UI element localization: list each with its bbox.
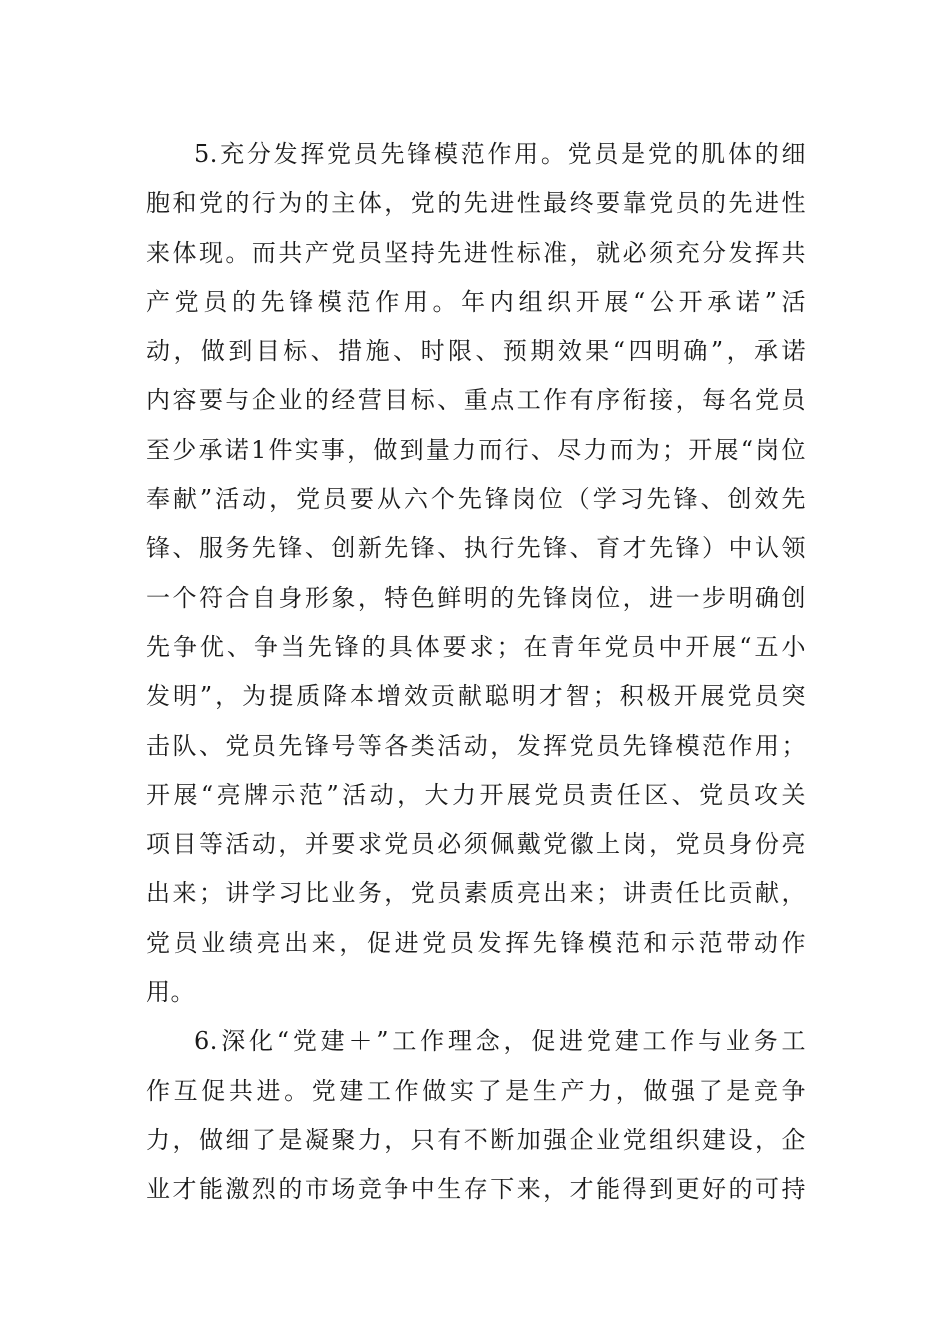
text-line: 用。 [146,978,195,1007]
body-text [146,130,806,1215]
text-line: 开展“亮牌示范”活动，大力开展党员责任区、党员攻关 [146,780,806,809]
paragraph-6 [146,1017,806,1214]
text-line: 党员业绩亮出来，促进党员发挥先锋模范和示范带动作 [146,928,806,957]
text-line: 至少承诺1件实事，做到量力而行、尽力而为；开展“岗位 [146,435,806,464]
text-line: 业才能激烈的市场竞争中生存下来，才能得到更好的可持 [146,1175,806,1204]
text-line: 来体现。而共产党员坚持先进性标准，就必须充分发挥共 [146,238,806,267]
text-line: 5.充分发挥党员先锋模范作用。党员是党的肌体的细 [194,140,806,168]
paragraph-5 [146,130,806,1017]
text-line: 一个符合自身形象，特色鲜明的先锋岗位，进一步明确创 [146,583,806,612]
text-line: 锋、服务先锋、创新先锋、执行先锋、育才先锋）中认领 [146,534,806,563]
text-line: 内容要与企业的经营目标、重点工作有序衔接，每名党员 [146,386,806,415]
text-line: 力，做细了是凝聚力，只有不断加强企业党组织建设，企 [146,1125,806,1154]
text-line: 奉献”活动，党员要从六个先锋岗位（学习先锋、创效先 [146,485,806,514]
text-line: 发明”，为提质降本增效贡献聪明才智；积极开展党员突 [146,682,806,711]
text-line: 出来；讲学习比业务，党员素质亮出来；讲责任比贡献， [146,879,806,908]
text-line: 动，做到目标、措施、时限、预期效果“四明确”，承诺 [146,337,806,366]
text-line: 作互促共进。党建工作做实了是生产力，做强了是竞争 [146,1076,806,1105]
text-line: 先争优、争当先锋的具体要求；在青年党员中开展“五小 [146,632,806,661]
text-line: 项目等活动，并要求党员必须佩戴党徽上岗，党员身份亮 [146,830,806,859]
text-line: 6.深化“党建＋”工作理念，促进党建工作与业务工 [194,1027,806,1056]
text-line: 产党员的先锋模范作用。年内组织开展“公开承诺”活 [146,287,806,316]
text-line: 胞和党的行为的主体，党的先进性最终要靠党员的先进性 [146,189,806,218]
text-line: 击队、党员先锋号等各类活动，发挥党员先锋模范作用； [146,731,806,760]
